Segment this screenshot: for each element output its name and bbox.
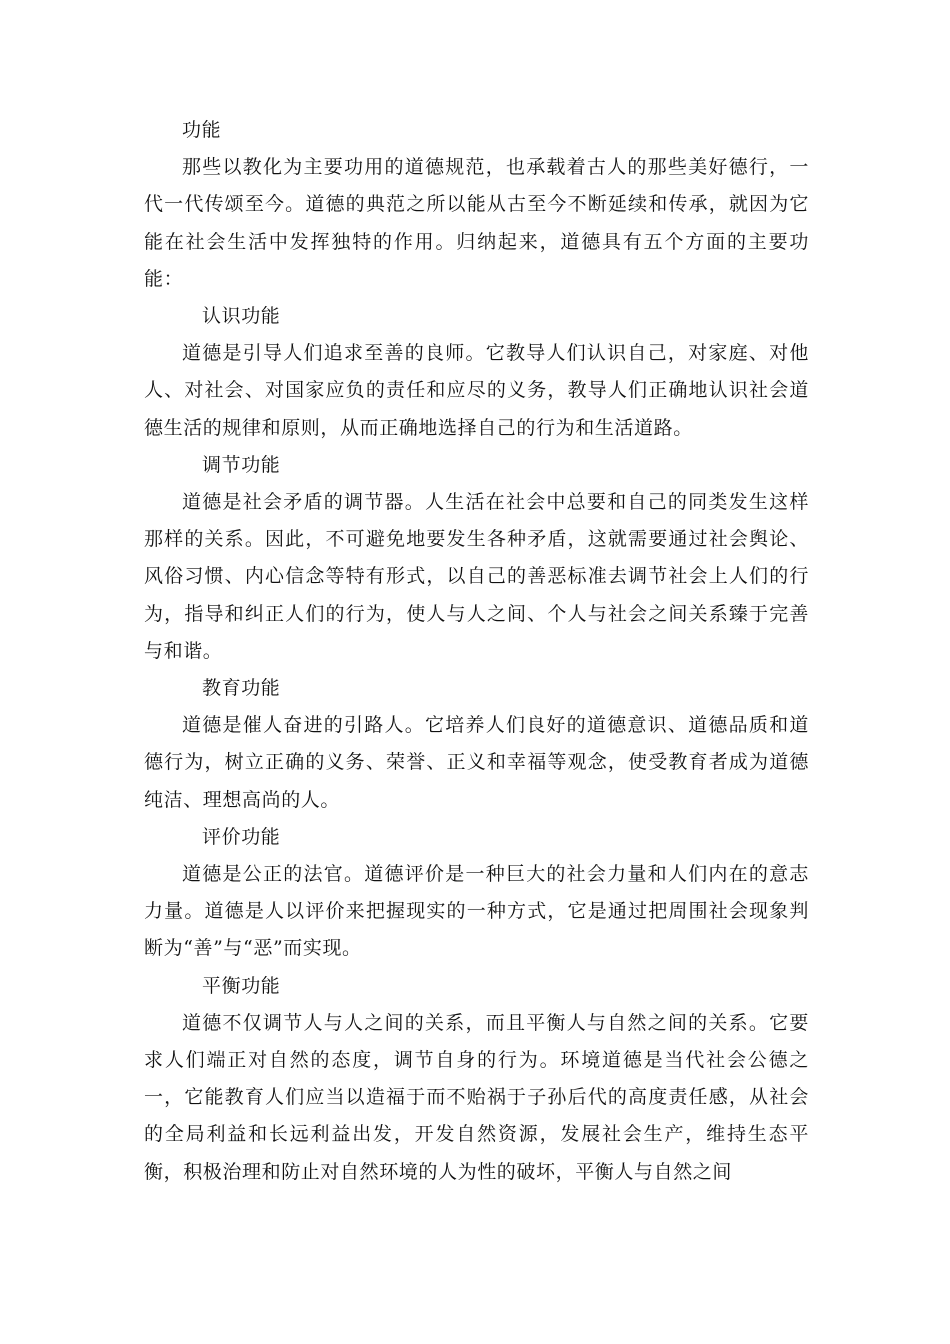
section-body-regulation: 道德是社会矛盾的调节器。人生活在社会中总要和自己的同类发生这样那样的关系。因此，不可避免地要发生各种矛盾，这就需要通过社会舆论、风俗习惯、内心信念等特有形式，以自己的善恶标准去调节社会上人们的行为，指导和纠正人们的行为，使人与人之间、个人与社会之间关系臻于完善与和谐。	[144, 491, 809, 662]
section-body-evaluation: 道德是公正的法官。道德评价是一种巨大的社会力量和人们内在的意志力量。道德是人以评价来把握现实的一种方式，它是通过把周围社会现象判断为“善”与“恶”而实现。	[144, 863, 809, 960]
document-title: 功能	[182, 119, 222, 141]
section-body-education: 道德是催人奋进的引路人。它培养人们良好的道德意识、道德品质和道德行为，树立正确的义务、荣誉、正义和幸福等观念，使受教育者成为道德纯洁、理想高尚的人。	[144, 714, 809, 811]
section-heading-balance: 平衡功能	[202, 974, 281, 997]
section-body-balance: 道德不仅调节人与人之间的关系，而且平衡人与自然之间的关系。它要求人们端正对自然的态度，调节自身的行为。环境道德是当代社会公德之一，它能教育人们应当以造福于而不贻祸于子孙后代的高度责任感，从社会的全局利益和长远利益出发，开发自然资源，发展社会生产，维持生态平衡，积极治理和防止对自然环境的人为性的破坏，平衡人与自然之间	[144, 1011, 809, 1183]
document-body	[144, 112, 809, 1191]
section-heading-education: 教育功能	[202, 677, 281, 700]
section-heading-regulation: 调节功能	[202, 453, 281, 476]
section-body-cognition: 道德是引导人们追求至善的良师。它教导人们认识自己，对家庭、对他人、对社会、对国家应负的责任和应尽的义务，教导人们正确地认识社会道德生活的规律和原则，从而正确地选择自己的行为和生活道路。	[144, 342, 809, 439]
section-heading-cognition: 认识功能	[202, 305, 281, 328]
section-heading-evaluation: 评价功能	[202, 825, 281, 848]
intro-paragraph: 那些以教化为主要功用的道德规范，也承载着古人的那些美好德行，一代一代传颂至今。道德的典范之所以能从古至今不断延续和传承，就因为它能在社会生活中发挥独特的作用。归纳起来，道德具有五个方面的主要功能：	[144, 156, 809, 290]
